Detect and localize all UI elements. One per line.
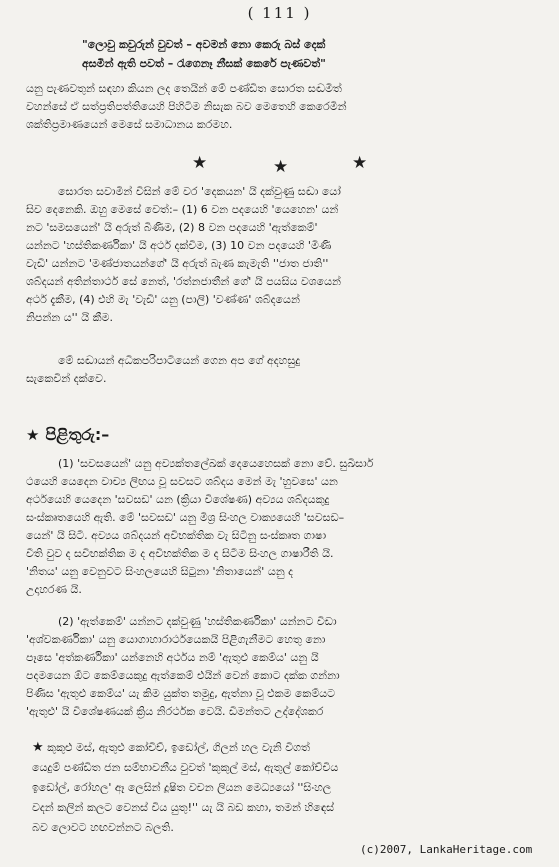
text-line: වැඩි' යන්නට 'මණ්ජාතයන්ගේ' යි අරුත් බැණ කැමැති ''ජාත ජාති'' xyxy=(26,257,329,270)
text-line: වදන් කලින් කලට වෙනස් විය යුතු!'' යැ යි බඩ කහා, තමන් හිඳෙස් xyxy=(32,801,335,814)
separator-stars xyxy=(0,153,559,177)
text-line: 'අශ්වකර්ණිකා' යනු යොගාහාරාර්ථයෙකයි පිළිගැනීමට හෙතු නො xyxy=(26,633,326,646)
star-icon: ★ xyxy=(26,426,40,444)
heading-text: පිළිතුරු:– xyxy=(45,425,110,444)
text-line: යනු පැණවතුන් සඳහා කියන ලද තෙයින් මේ පණ්ඩිත සොරත සඬමිත් xyxy=(26,82,342,95)
text-line: සොරත සවාමින් විසින් මේ වර 'දෙකයන' යි දක්වුණු සඬා යෝ xyxy=(58,185,341,198)
text-line: වීති වුව ද සවිභක්තික ම ද අවිභක්තික ම ද සිටීම සිංහල ගාෂාරීති යි. xyxy=(26,547,334,560)
page-number: ( 111 ) xyxy=(247,4,312,22)
quote-line-1: "ලොවු කවුරුන් වුවත් – අවමන් නො කෙරු බස් දෙක් xyxy=(82,38,326,51)
star-icon: ★ xyxy=(273,157,289,177)
text-line: ශක්තිප්‍රමාණයෙන් මෙසේ සමාධානය කරමහ. xyxy=(26,118,233,131)
text-line: අර්ථයෙහි යෙදෙන 'සවසඩ' යන (ක්‍රියා විශේෂණ) අව්‍යය ශබ්දයකුදු xyxy=(26,493,330,506)
text-line: යෙන්' යි සිටී. අව්‍යය ශබ්දයන් අවිභක්තික වැ සිටිනු සංස්කෘත ගාෂා xyxy=(26,529,327,542)
reply-2-paragraph xyxy=(26,613,536,721)
text-line: සැකෙවින් දක්වෙ. xyxy=(26,372,107,385)
text-line: වහන්සේ ඒ සත්ප්‍රතිපත්තියෙහි පිහිටීම නිසැක බව මෙතෙහි කෙරෙමින් xyxy=(26,100,347,113)
text-line: යන්නට 'හස්තිකර්ණිකා' යි අර්ථ දක්වීම, (3) 10 වන පදයෙහි 'මිණි xyxy=(26,239,332,252)
text-line: (1) 'සවසයෙන්' යනු අව්‍යක්තලේඛක් දෙයෙහෙසක් නො වේ. සුඛිසාර් xyxy=(58,457,374,470)
text-line: යෙදුම් පණ්ඩිත ජන සම්භාවනීය වුවත් 'කුකුල් මස්, ඇතුල් කෝච්චිය xyxy=(32,761,339,774)
footnote xyxy=(32,738,536,838)
star-icon: ★ xyxy=(352,153,368,173)
text-line: අර්ථ දැකීම, (4) එහි මැ 'වැඩි' යනු (පාලි) 'වණ්ණ' ශබ්දයෙන් xyxy=(26,293,300,306)
text-line: පිණිස 'ඇතුළු කෙම්ය' යැ කිම යුක්ත තමුදු, ඇත්නා වූ එකම කෙම්යට xyxy=(26,687,336,700)
star-icon: ★ xyxy=(192,153,208,173)
text-line: පෑසෙ 'අත්කර්ණිකා' යන්නෙහි අර්ථය නම් 'ඇතුළු කෙම්ය' යනු යි xyxy=(26,651,319,664)
section-2-paragraph xyxy=(26,352,536,388)
star-icon: ★ xyxy=(32,740,44,755)
text-line: සිව දෙනෙකි. ඔහු මෙසේ වෙත්:– (1) 6 වන පදයෙහි 'යෙහෙන' යන් xyxy=(26,203,339,216)
quote-line-2: අසමින් ඇති පවත් – රැගෙනෑ නීසක් කෙරේ පැණවත්" xyxy=(82,57,326,70)
text-line: නට 'සමසයෙන්' යි අරුත් බිණිම, (2) 8 වන පදයෙහි 'ඇත්කෙම්' xyxy=(26,221,318,234)
text-line: 'ඇතුළු' යි විශේෂණයක් ක්‍රිය නිරර්ථක වෙයි. ඩීමන්තට උද්දේශකර xyxy=(26,705,324,718)
text-line: 'නිතය' යනු වෙනුවට සිංහලයෙහි සිටුනා 'නිතායෙන්' යනු ද xyxy=(26,565,294,578)
text-line: ඉඩෝල්, රෝහල' ඈ ලෙසින් දූෂිත වචන ලියන මෙධ්‍යයෝ ''සිංහල xyxy=(32,781,332,794)
text-line: ශබ්දයන් අතින්තාර්ථ සේ නෙත්, 'රත්නජාතීන් ගේ' යි පයසිය වශයෙන් xyxy=(26,275,341,288)
text-line: බව ලොවට හඟවන්නට බලති. xyxy=(32,821,174,834)
copyright-credit: (c)2007, LankaHeritage.com xyxy=(360,843,533,856)
section-1-paragraph xyxy=(26,183,536,327)
text-line: ථයෙහි යෙදෙන වාච්‍ය ලිඟය වූ සවසට ශබ්දය මෙන් මැ 'හුවසෙ' යන xyxy=(26,475,338,488)
footnote-first-line: කුකුළු මස්, ඇතුළු කෝචිච්, ඉඩෝල්, ගිලන් හල වැනි විගත් xyxy=(47,741,310,754)
text-line: සංස්කෘතයෙහි ඇති. මේ 'සවසඩ' යනු මිශ්‍ර සිංහල වාක්‍යයෙහි 'සවසඩ– xyxy=(26,511,345,524)
text-line xyxy=(32,738,536,758)
text-line: (2) 'ඇත්කෙම්' යන්නට දක්වුණු 'හස්තිකර්ණිකා' යන්නට විඩා xyxy=(58,615,337,628)
text-line: උදාහරණ යි. xyxy=(26,583,82,596)
reply-1-paragraph xyxy=(26,455,536,599)
intro-paragraph xyxy=(26,80,536,134)
section-heading xyxy=(26,425,109,445)
text-line: නිපන්න ය'' යි කීම. xyxy=(26,311,113,324)
text-line: මේ සඬායන් අධිකපරිපාටියෙන් ගෙන අප ගේ අදහසුදු xyxy=(58,354,301,367)
text-line: පදමයෙන ඕට කෙම්යෙකුදු ඇත්කෙම් එයින් වෙන් කොට දක්ක ගන්නා xyxy=(26,669,340,682)
